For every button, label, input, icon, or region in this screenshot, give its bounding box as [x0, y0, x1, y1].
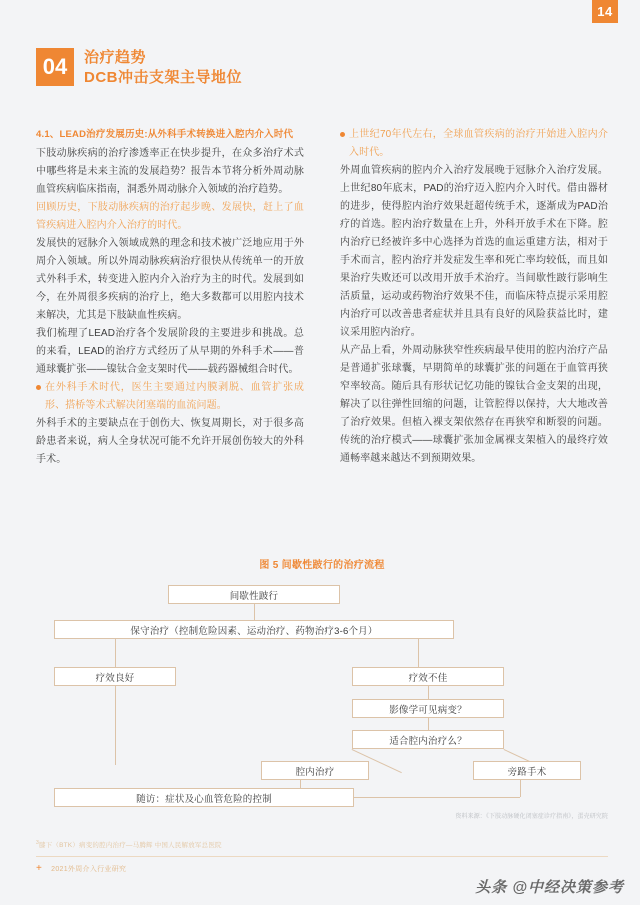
connector: [428, 686, 429, 699]
watermark: 头条 @中经决策参考: [475, 879, 624, 896]
footer-divider: [36, 856, 608, 857]
flow-node-endovascular-therapy: 腔内治疗: [261, 761, 369, 780]
footnote-marker: 3: [36, 840, 39, 846]
connector: [354, 797, 520, 798]
section-title-secondary: DCB冲击支架主导地位: [84, 69, 242, 86]
bullet-paragraph: [340, 126, 608, 162]
bullet-paragraph: [36, 379, 304, 415]
footnote: [36, 840, 608, 849]
figure-title: 图 5 间歇性跛行的治疗流程: [259, 560, 385, 571]
section-title-group: [84, 48, 242, 87]
subsection-heading: 4.1、LEAD治疗发展历史:从外科手术转换进入腔内介入时代: [36, 129, 294, 140]
plus-icon: +: [36, 863, 43, 874]
paragraph: 我们梳理了LEAD治疗各个发展阶段的主要进步和挑战。总的来看，LEAD的治疗方式经历了从早期的外科手术——普通球囊扩张——镍钛合金支架时代——载药器械组合时代。: [36, 327, 304, 375]
paragraph: 下肢动脉疾病的治疗渗透率正在快步提升，在众多治疗术式中哪些将是未来主流的发展趋势？报告本节将分析外周动脉血管疾病临床指南，洞悉外周动脉介入领域的治疗趋势。: [36, 147, 304, 195]
bullet-paragraph-text: 上世纪70年代左右，全球血管疾病的治疗开始进入腔内介入时代。: [349, 129, 608, 158]
right-column: [340, 126, 608, 469]
flow-node-good-outcome: 疗效良好: [54, 667, 176, 686]
flow-node-bypass-surgery: 旁路手术: [473, 761, 581, 780]
page-number-badge: 14: [592, 0, 618, 23]
footer: [36, 864, 126, 874]
flow-node-followup: 随访：症状及心血管危险的控制: [54, 788, 354, 807]
section-title-primary: 治疗趋势: [84, 49, 147, 66]
flow-node-imaging-lesion: 影像学可见病变？: [352, 699, 504, 718]
connector: [428, 718, 429, 730]
connector: [115, 639, 116, 667]
flow-node-poor-outcome: 疗效不佳: [352, 667, 504, 686]
paragraph-highlight: 回顾历史，下肢动脉疾病的治疗起步晚、发展快，赶上了血管疾病进入腔内介入治疗的时代。: [36, 201, 304, 231]
figure-source: 资料来源：《下肢动脉硬化闭塞症诊疗指南》，蛋壳研究院: [455, 814, 608, 820]
connector: [115, 686, 116, 765]
footer-label: 2021外周介入行业研究: [51, 866, 127, 873]
connector: [418, 639, 419, 667]
paragraph: 从产品上看，外周动脉狭窄性疾病最早使用的腔内治疗产品是普通扩张球囊，早期简单的球囊扩张的问题在于血管再狭窄率较高。随后具有形状记忆功能的镍钛合金支架的出现，解决了以往弹性回缩的问题，让管腔得以保持，大大地改善了治疗效果。但植入裸支架依然存在再狭窄和断裂的问题。传统的治疗模式——球囊扩张加金属裸支架植入的最终疗效通畅率越来越达不到预期效果。: [340, 345, 608, 464]
left-column: [36, 126, 304, 469]
bullet-dot-icon: [340, 132, 345, 137]
paragraph: 外周血管疾病的腔内介入治疗发展晚于冠脉介入治疗发展。上世纪80年底末，PAD的治疗迈入腔内介入时代。借由器材的进步，使得腔内治疗效果赶超传统手术，逐渐成为PAD治疗的首选。腔内治疗数量在上升，外科开放手术在下降。腔内治疗已经被许多中心选择为首选的血运重建方法，相对于手术而言，腔内治疗并发症发生率和死亡率均较低，而且如果治疗失败还可以改用开放手术治疗。当间歇性跛行影响生活质量，运动或药物治疗效果不佳，而临床特点提示采用腔内治疗可以改善患者症状并且具有良好的风险获益比时，建议采用腔内治疗。: [340, 165, 608, 338]
section-header: [36, 48, 242, 87]
paragraph: 发展快的冠脉介入领域成熟的理念和技术被广泛地应用于外周介入领域。所以外周动脉疾病治疗很快从传统单一的开放式外科手术，转变进入腔内介入治疗为主的时代。发展到如今，在外周很多疾病的治疗上，绝大多数都可以用腔内技术来解决，尤其是下肢缺血性疾病。: [36, 237, 304, 321]
figure-block: [36, 556, 608, 820]
connector: [254, 604, 255, 620]
body-columns: [36, 126, 608, 469]
flow-node-conservative-therapy: 保守治疗（控制危险因素、运动治疗、药物治疗3-6个月）: [54, 620, 454, 639]
bullet-paragraph-text: 在外科手术时代，医生主要通过内膜剥脱、血管扩张成形、搭桥等术式解决闭塞端的血流问题。: [45, 381, 304, 411]
footnote-text: 膝下（BTK）病变的腔内治疗—马腾辉 中国人民解放军总医院: [38, 842, 222, 850]
section-number: 04: [36, 48, 74, 86]
flow-node-intermittent-claudication: 间歇性跛行: [168, 585, 340, 604]
flowchart: [36, 581, 608, 803]
flow-node-endovascular-suitable: 适合腔内治疗么？: [352, 730, 504, 749]
paragraph: 外科手术的主要缺点在于创伤大、恢复周期长，对于很多高龄患者来说，病人全身状况可能不允许开展创伤较大的外科手术。: [36, 417, 304, 465]
connector: [520, 780, 521, 797]
bullet-dot-icon: [36, 385, 41, 390]
